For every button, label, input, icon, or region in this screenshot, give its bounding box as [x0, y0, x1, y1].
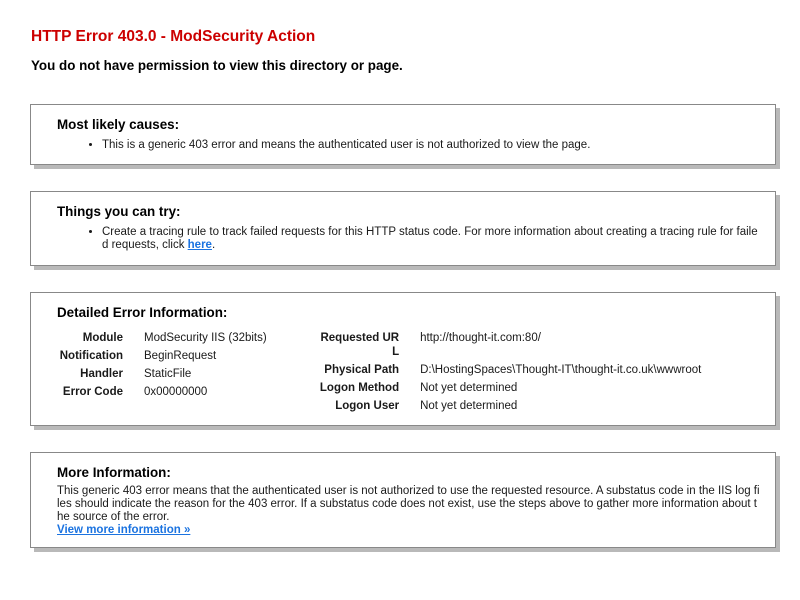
most-likely-causes-heading: Most likely causes:	[57, 116, 180, 132]
most-likely-causes-list	[57, 139, 760, 152]
table-row	[57, 365, 267, 383]
detail-value-module: ModSecurity IIS (32bits)	[144, 331, 267, 344]
details-right-table	[317, 329, 701, 415]
detail-label-requested-url: Requested URL	[320, 331, 400, 358]
detail-value-notification: BeginRequest	[144, 349, 217, 362]
page-title: HTTP Error 403.0 - ModSecurity Action	[31, 28, 316, 45]
error-page-content	[30, 28, 776, 548]
more-information-section	[30, 452, 776, 548]
detail-label-error-code: Error Code	[62, 385, 123, 398]
details-left-table	[57, 329, 267, 401]
table-row	[317, 329, 701, 361]
try-item-period: .	[211, 239, 216, 252]
table-row	[317, 397, 701, 415]
details-right	[317, 329, 760, 415]
detail-label-logon-user: Logon User	[335, 399, 400, 412]
table-row	[317, 379, 701, 397]
detail-value-error-code: 0x00000000	[144, 385, 208, 398]
table-row	[57, 383, 267, 401]
detail-value-logon-method: Not yet determined	[420, 381, 518, 394]
details-columns	[57, 329, 760, 415]
table-row	[57, 329, 267, 347]
detail-value-handler: StaticFile	[144, 367, 192, 380]
more-information-heading: More Information:	[57, 464, 171, 480]
things-you-can-try-section	[30, 191, 776, 266]
page-subtitle: You do not have permission to view this directory or page.	[31, 58, 403, 74]
try-item-text: Create a tracing rule to track failed requests for this HTTP status code. For more information about creating a tracing rule for failed requests, click	[102, 226, 758, 252]
detail-label-logon-method: Logon Method	[319, 381, 400, 394]
detail-value-requested-url: http://thought-it.com:80/	[420, 331, 541, 344]
detailed-error-information-section	[30, 292, 776, 426]
more-information-text: This generic 403 error means that the authenticated user is not authorized to use the requested resource. A substatus code in the IIS log files should indicate the reason for the 403 error. If a substatus code does not exist, use the steps above to gather more information about the source of the error.	[57, 484, 760, 523]
detail-label-module: Module	[82, 331, 123, 344]
detail-label-handler: Handler	[80, 367, 123, 380]
table-row	[317, 361, 701, 379]
try-item	[102, 226, 760, 253]
view-more-information-link[interactable]: View more information »	[57, 523, 191, 536]
details-left	[57, 329, 303, 415]
cause-item: • This is a generic 403 error and means the authenticated user is not authorized to view the page.	[102, 139, 760, 152]
things-you-can-try-list	[57, 226, 760, 253]
most-likely-causes-section	[30, 104, 776, 165]
detailed-error-information-heading: Detailed Error Information:	[57, 304, 228, 320]
detail-label-physical-path: Physical Path	[324, 363, 400, 376]
detail-value-physical-path: D:\HostingSpaces\Thought-IT\thought-it.co.uk\wwwroot	[420, 363, 702, 376]
here-link[interactable]: here	[187, 239, 212, 252]
detail-label-notification: Notification	[59, 349, 123, 362]
things-you-can-try-heading: Things you can try:	[57, 204, 181, 220]
detail-value-logon-user: Not yet determined	[420, 399, 518, 412]
more-information-link-row	[57, 524, 760, 537]
table-row	[57, 347, 267, 365]
